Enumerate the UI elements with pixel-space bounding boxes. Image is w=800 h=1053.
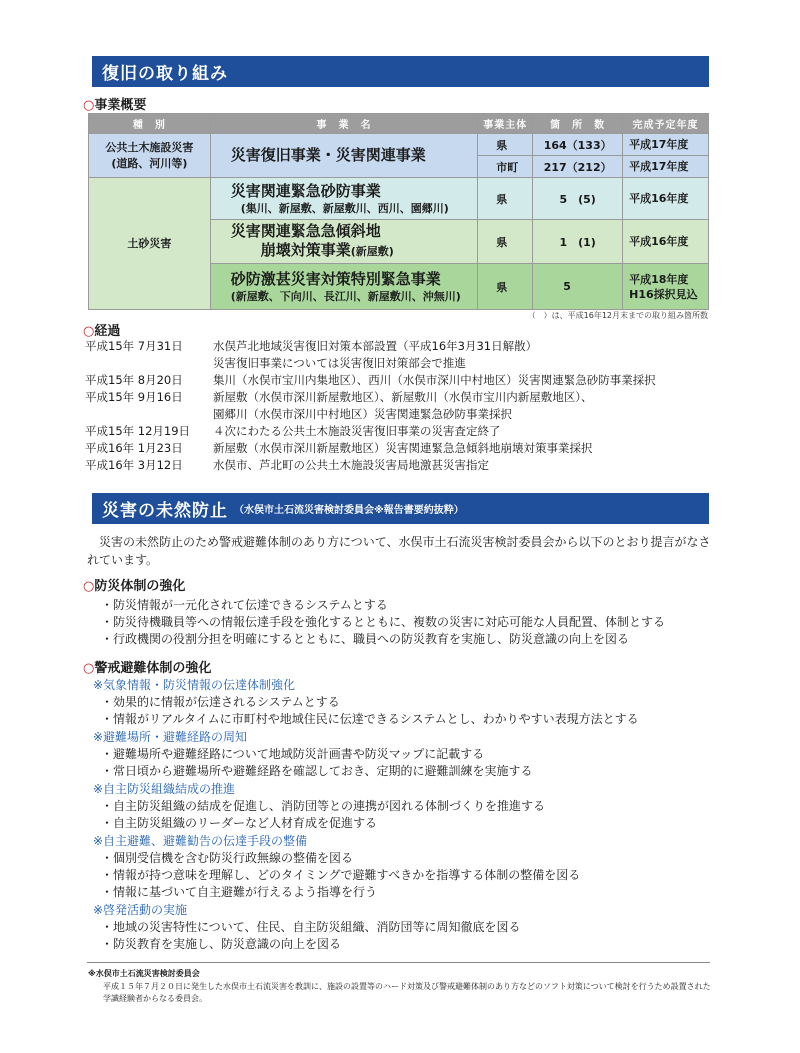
section2-heading: ○警戒避難体制の強化 <box>83 661 212 676</box>
recovery-banner <box>92 56 709 87</box>
table-row <box>89 134 709 156</box>
intro-paragraph: 災害の未然防止のため警戒避難体制のあり方について、水俣市土石流災害検討委員会から以下のとおり提言がなされています。 <box>87 535 711 567</box>
project-cell: 災害関連緊急急傾斜地 崩壊対策事業(新屋敷) <box>210 220 478 264</box>
circle-bullet-icon: ○ <box>83 324 95 339</box>
list-item: ・情報に基づいて自主避難が行えるよう指導を行う <box>101 885 378 899</box>
entity-cell: 市町 <box>478 156 533 178</box>
history-entry: 平成15年 9月16日 新屋敷（水俣市深川新屋敷地区）、新屋敷川（水俣市宝川内新屋敷地区）、 <box>85 390 593 404</box>
list-item: ・自主防災組織のリーダーなど人材育成を促進する <box>101 816 378 830</box>
entity-cell: 県 <box>478 134 533 156</box>
circle-bullet-icon: ○ <box>83 661 95 676</box>
history-heading: ○経過 <box>83 324 121 339</box>
col-header-year: 完成予定年度 <box>623 114 709 134</box>
year-cell: 平成16年度 <box>623 178 709 220</box>
count-cell: 1 (1) <box>533 220 623 264</box>
list-item: ・個別受信機を含む防災行政無線の整備を図る <box>101 851 354 865</box>
count-cell: 5 <box>533 264 623 310</box>
circle-bullet-icon: ○ <box>83 579 95 594</box>
sub-heading: ※自主防災組織結成の推進 <box>93 782 236 796</box>
history-entry: 平成15年 7月31日 水俣芦北地域災害復旧対策本部設置（平成16年3月31日解散） <box>85 339 538 353</box>
col-header-count: 箇 所 数 <box>533 114 623 134</box>
list-item: ・効果的に情報が伝達されるシステムとする <box>101 695 340 709</box>
table-header-row <box>89 114 709 134</box>
category-cell: 土砂災害 <box>89 178 211 310</box>
count-cell: 217（212） <box>533 156 623 178</box>
prevention-banner <box>92 493 709 524</box>
outline-heading: ○事業概要 <box>83 98 147 113</box>
table-row <box>89 178 709 220</box>
entity-cell: 県 <box>478 264 533 310</box>
project-cell: 災害復旧事業・災害関連事業 <box>210 134 478 178</box>
list-item: ・情報が持つ意味を理解し、どのタイミングで避難すべきかを指導する体制の整備を図る <box>101 868 581 882</box>
sub-heading: ※避難場所・避難経路の周知 <box>93 730 248 744</box>
recovery-title: 復旧の取り組み <box>102 64 228 84</box>
count-cell: 5 (5) <box>533 178 623 220</box>
list-item: ・防災待機職員等への情報伝達手段を強化するとともに、複数の災害に対応可能な人員配置、体制とする <box>101 615 666 629</box>
project-table <box>88 113 709 310</box>
list-item: ・防災情報が一元化されて伝達できるシステムとする <box>101 598 388 612</box>
history-entry: 災害復旧事業については災害復旧対策部会で推進 <box>213 356 466 370</box>
list-item: ・防災教育を実施し、防災意識の向上を図る <box>101 937 342 951</box>
footnote-title: ※水俣市土石流災害検討委員会 <box>88 969 200 978</box>
list-item: ・情報がリアルタイムに市町村や地域住民に伝達できるシステムとし、わかりやすい表現方法とする <box>101 712 639 726</box>
prevention-title: 災害の未然防止 <box>102 501 228 521</box>
sub-heading: ※気象情報・防災情報の伝達体制強化 <box>93 678 296 692</box>
list-item: ・自主防災組織の結成を促進し、消防団等との連携が図れる体制づくりを推進する <box>101 799 546 813</box>
year-cell: 平成18年度 H16採択見込 <box>623 264 709 310</box>
category-cell: 公共土木施設災害 (道路、河川等) <box>89 134 211 178</box>
section1-heading: ○防災体制の強化 <box>83 579 186 594</box>
project-cell: 砂防激甚災害対策特別緊急事業 (新屋敷、下向川、長江川、新屋敷川、沖無川) <box>210 264 478 310</box>
table-note: （ ）は、平成16年12月末までの取り組み箇所数 <box>527 311 708 320</box>
history-entry: 平成16年 3月12日 水俣市、芦北町の公共土木施設災害局地激甚災害指定 <box>85 458 489 472</box>
col-header-project: 事 業 名 <box>210 114 478 134</box>
footnote-body: 平成１５年７月２０日に発生した水俣市土石流災害を教訓に、施設の設置等のハード対策及び警戒避難体制のあり方などのソフト対策について検討を行うため設置された学識経験者からなる委員会。 <box>103 982 711 1003</box>
history-entry: 平成16年 1月23日 新屋敷（水俣市深川新屋敷地区）災害関連緊急急傾斜地崩壊対策事業採択 <box>85 441 593 455</box>
sub-heading: ※啓発活動の実施 <box>93 903 188 917</box>
history-entry: 平成15年 12月19日 ４次にわたる公共土木施設災害復旧事業の災害査定終了 <box>85 424 501 438</box>
sub-heading: ※自主避難、避難勧告の伝達手段の整備 <box>93 834 308 848</box>
year-cell: 平成17年度 <box>623 134 709 156</box>
list-item: ・地域の災害特性について、住民、自主防災組織、消防団等に周知徹底を図る <box>101 920 521 934</box>
history-entry: 園郷川（水俣市深川中村地区）災害関連緊急砂防事業採択 <box>213 407 512 421</box>
prevention-subtitle: （水俣市土石流災害検討委員会※報告書要約抜粋） <box>234 505 464 516</box>
footnote-divider <box>87 962 710 963</box>
history-entry: 平成15年 8月20日 集川（水俣市宝川内集地区）、西川（水俣市深川中村地区）災害関連緊急砂防事業採択 <box>85 373 656 387</box>
year-cell: 平成17年度 <box>623 156 709 178</box>
project-cell: 災害関連緊急砂防事業 (集川、新屋敷、新屋敷川、西川、園郷川) <box>210 178 478 220</box>
entity-cell: 県 <box>478 178 533 220</box>
col-header-entity: 事業主体 <box>478 114 533 134</box>
list-item: ・行政機関の役割分担を明確にするとともに、職員への防災教育を実施し、防災意識の向上を図る <box>101 632 630 646</box>
entity-cell: 県 <box>478 220 533 264</box>
col-header-type: 種 別 <box>89 114 211 134</box>
list-item: ・常日頃から避難場所や避難経路を確認しておき、定期的に避難訓練を実施する <box>101 764 533 778</box>
count-cell: 164（133） <box>533 134 623 156</box>
list-item: ・避難場所や避難経路について地域防災計画書や防災マップに記載する <box>101 747 485 761</box>
circle-bullet-icon: ○ <box>83 98 95 113</box>
year-cell: 平成16年度 <box>623 220 709 264</box>
